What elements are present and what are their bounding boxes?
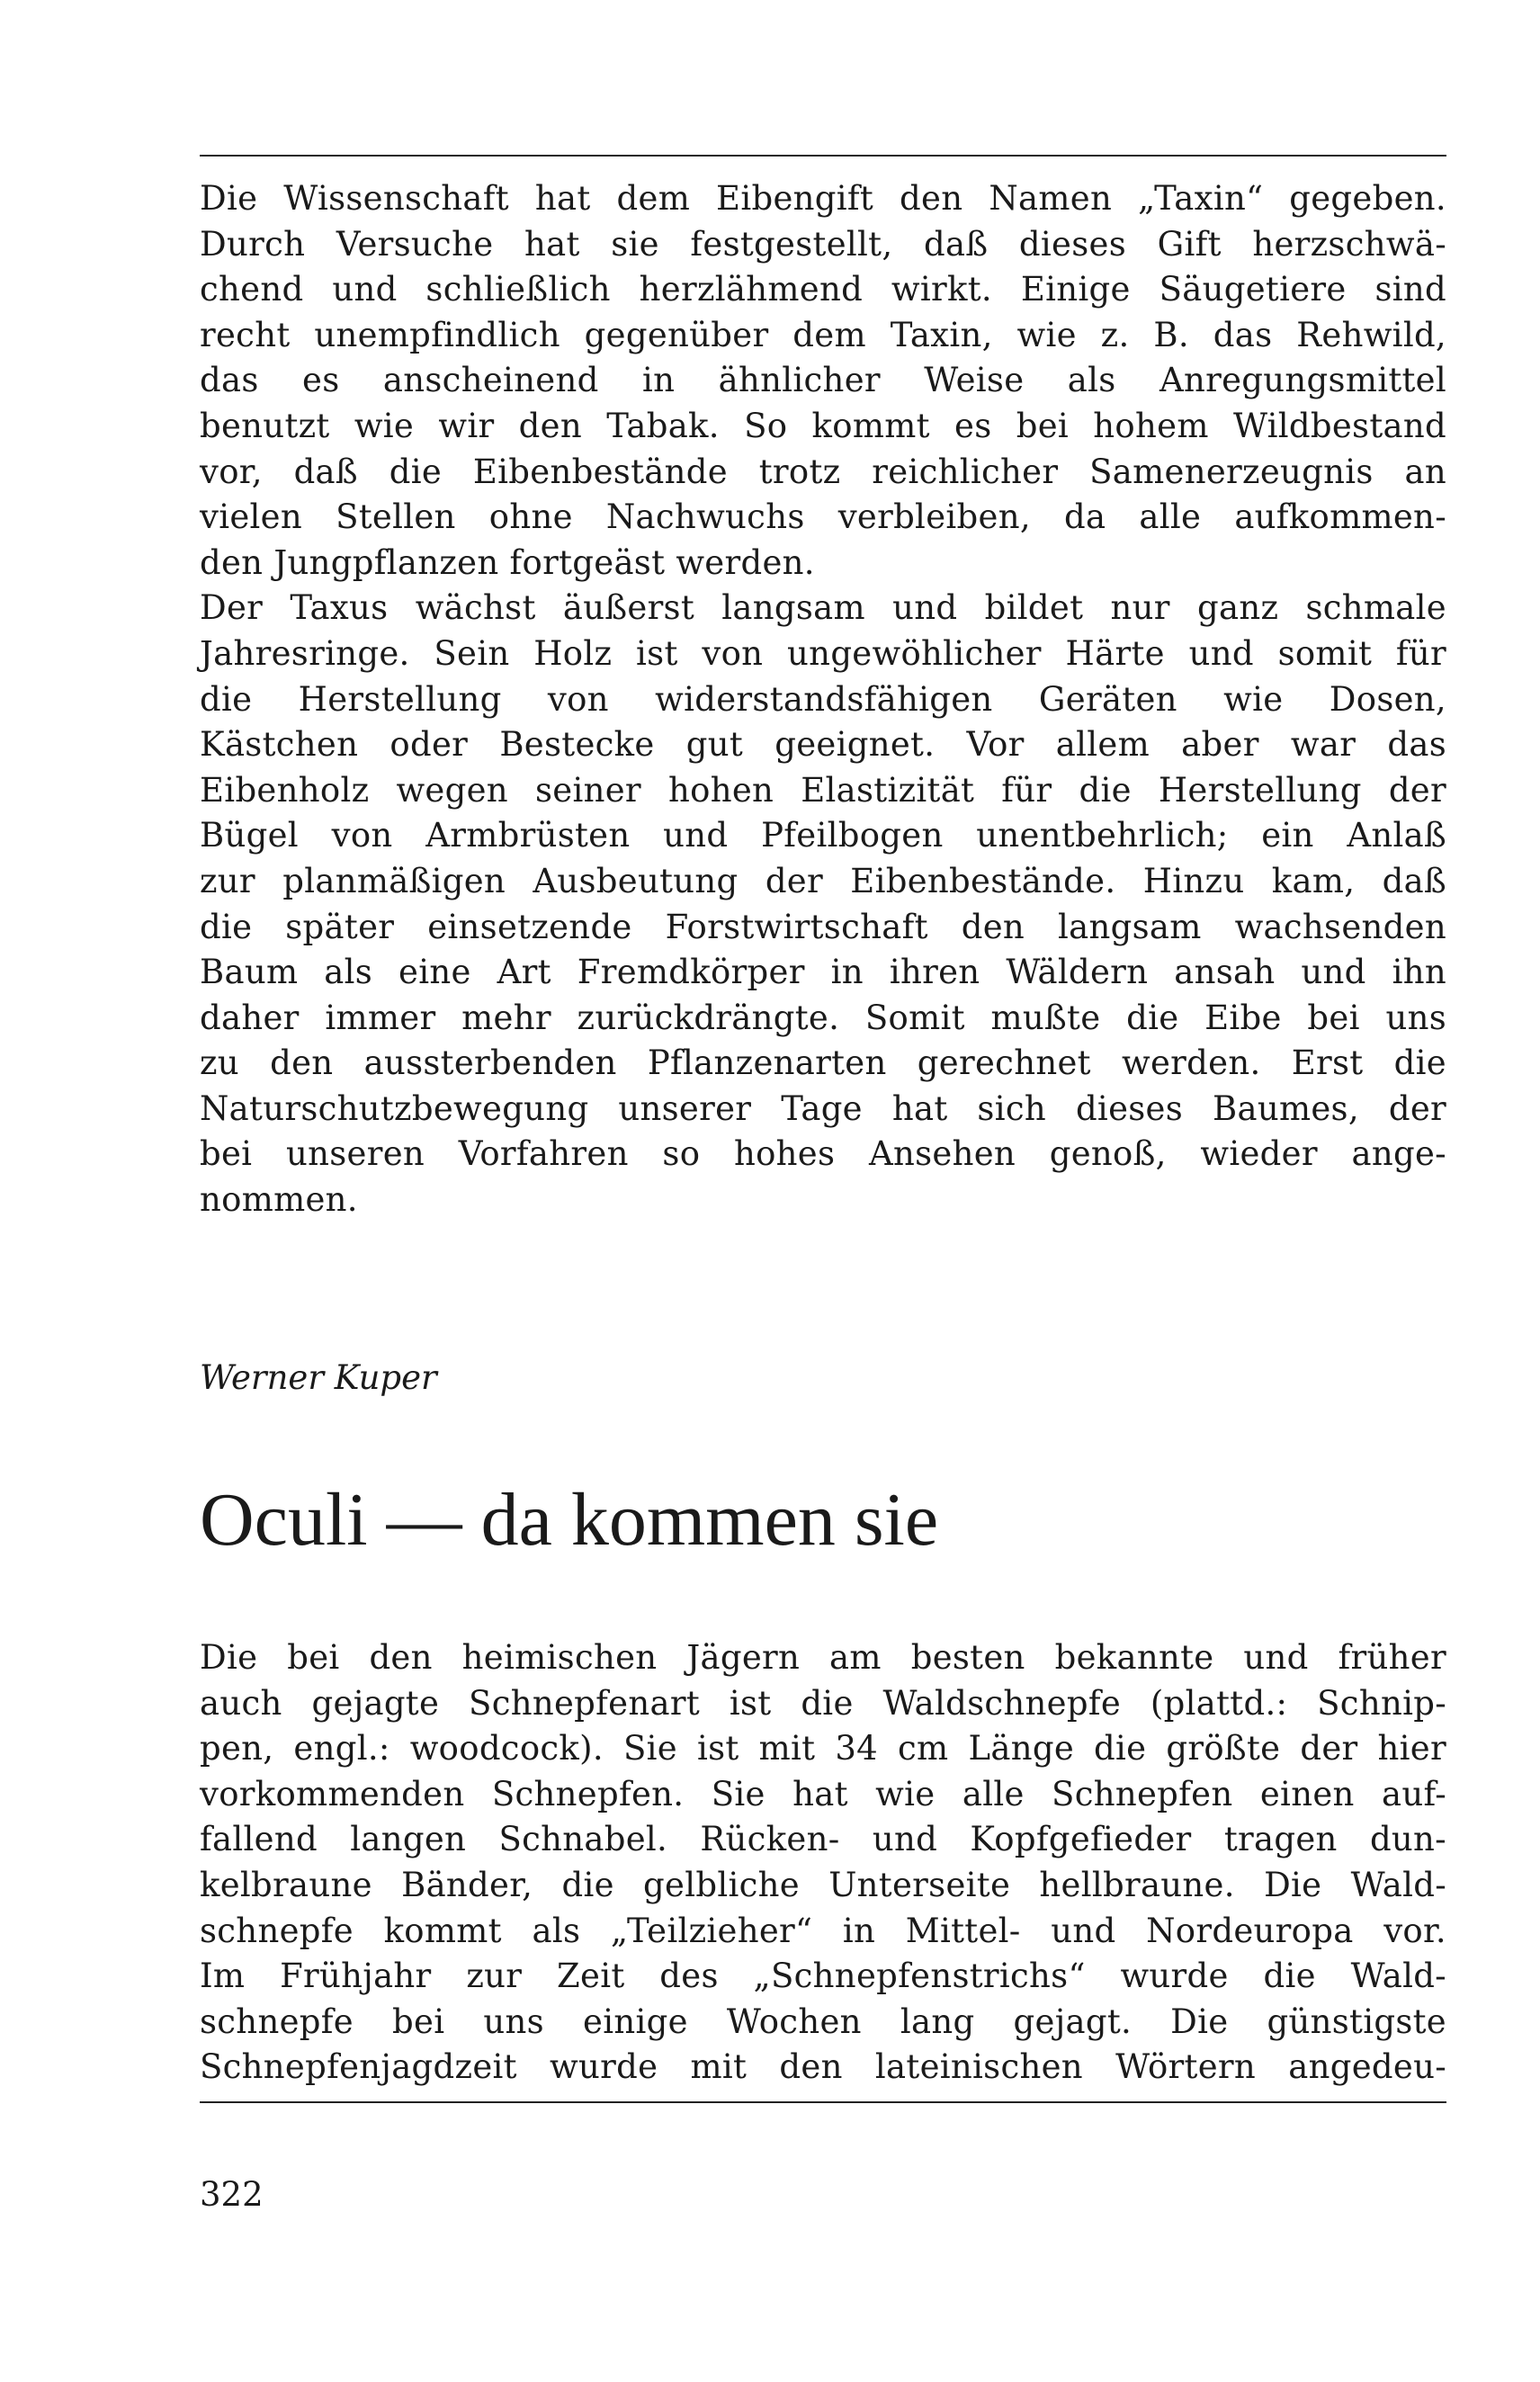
page-number: 322 — [200, 2175, 264, 2214]
text-line: zur planmäßigen Ausbeutung der Eibenbestände. Hinzu kam, daß — [200, 861, 1446, 900]
text-line: auch gejagte Schnepfenart ist die Waldschnepfe (plattd.: Schnip- — [200, 1683, 1446, 1723]
article-author: Werner Kuper — [200, 1358, 437, 1397]
text-line: zu den aussterbenden Pflanzenarten gerechnet werden. Erst die — [200, 1043, 1446, 1083]
text-line: Kästchen oder Bestecke gut geeignet. Vor allem aber war das — [200, 725, 1446, 765]
text-line: kelbraune Bänder, die gelbliche Unterseite hellbraune. Die Wald- — [200, 1865, 1446, 1904]
text-line: Durch Versuche hat sie festgestellt, daß dieses Gift herzschwä- — [200, 224, 1446, 264]
bottom-rule — [200, 2101, 1446, 2103]
text-line: die Herstellung von widerstandsfähigen Geräten wie Dosen, — [200, 679, 1446, 719]
text-line: das es anscheinend in ähnlicher Weise als Anregungsmittel — [200, 361, 1446, 400]
text-line: Der Taxus wächst äußerst langsam und bildet nur ganz schmale — [200, 588, 1446, 628]
text-line: pen, engl.: woodcock). Sie ist mit 34 cm Länge die größte der hier — [200, 1729, 1446, 1769]
text-line: vor, daß die Eibenbestände trotz reichlicher Samenerzeugnis an — [200, 452, 1446, 491]
text-line: schnepfe bei uns einige Wochen lang gejagt. Die günstigste — [200, 2001, 1446, 2041]
text-line: vorkommenden Schnepfen. Sie hat wie alle Schnepfen einen auf- — [200, 1774, 1446, 1813]
text-line: benutzt wie wir den Tabak. So kommt es bei hohem Wildbestand — [200, 406, 1446, 445]
text-line: Schnepfenjagdzeit wurde mit den lateinischen Wörtern angedeu- — [200, 2047, 1446, 2087]
text-line: Die bei den heimischen Jägern am besten bekannte und früher — [200, 1638, 1446, 1677]
text-line: fallend langen Schnabel. Rücken- und Kopfgefieder tragen dun- — [200, 1820, 1446, 1859]
text-line: Jahresringe. Sein Holz ist von ungewöhlicher Härte und somit für — [200, 633, 1446, 673]
top-rule — [200, 155, 1446, 157]
body-text-top — [200, 176, 1446, 1223]
text-line: Im Frühjahr zur Zeit des „Schnepfenstrichs“ wurde die Wald- — [200, 1957, 1446, 1996]
text-line: Baum als eine Art Fremdkörper in ihren Wäldern ansah und ihn — [200, 953, 1446, 992]
text-line: bei unseren Vorfahren so hohes Ansehen genoß, wieder ange- — [200, 1134, 1446, 1174]
text-line: schnepfe kommt als „Teilzieher“ in Mittel- und Nordeuropa vor. — [200, 1911, 1446, 1950]
text-line: die später einsetzende Forstwirtschaft den langsam wachsenden — [200, 907, 1446, 946]
text-line: Naturschutzbewegung unserer Tage hat sich dieses Baumes, der — [200, 1088, 1446, 1128]
text-line: vielen Stellen ohne Nachwuchs verbleiben, da alle aufkommen- — [200, 497, 1446, 537]
article-title: Oculi — da kommen sie — [200, 1478, 939, 1562]
text-line: recht unempfindlich gegenüber dem Taxin, wie z. B. das Rehwild, — [200, 315, 1446, 354]
text-line: daher immer mehr zurückdrängte. Somit mußte die Eibe bei uns — [200, 998, 1446, 1037]
article-body — [200, 1635, 1446, 2091]
text-line: den Jungpflanzen fortgeäst werden. — [200, 542, 815, 582]
text-line: nommen. — [200, 1180, 358, 1220]
text-line: Eibenholz wegen seiner hohen Elastizität für die Herstellung der — [200, 770, 1446, 810]
text-line: chend und schließlich herzlähmend wirkt. Einige Säugetiere sind — [200, 270, 1446, 309]
text-line: Die Wissenschaft hat dem Eibengift den Namen „Taxin“ gegeben. — [200, 179, 1446, 218]
text-line: Bügel von Armbrüsten und Pfeilbogen unentbehrlich; ein Anlaß — [200, 816, 1446, 855]
